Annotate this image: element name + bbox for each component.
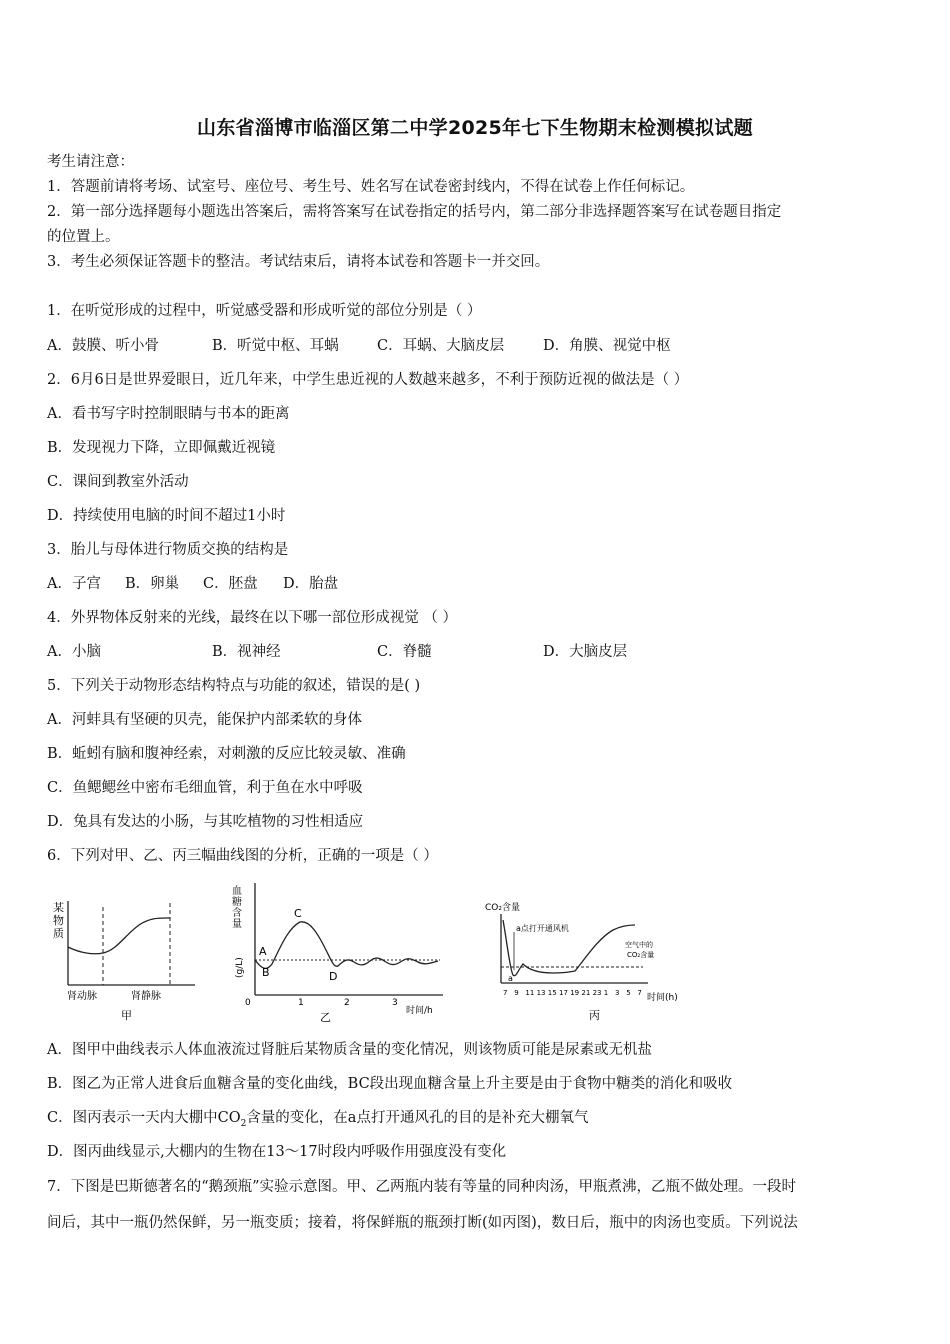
bing-tick: 5 <box>626 989 631 997</box>
q3-option-b: B．卵巢 <box>125 576 180 592</box>
notice-heading: 考生请注意： <box>47 154 134 170</box>
bing-point-a: a <box>508 974 513 983</box>
bing-tick: 7 <box>503 989 508 997</box>
q5-stem: 5．下列关于动物形态结构特点与功能的叙述，错误的是( ) <box>47 678 421 694</box>
yi-ylabel-2: 糖 <box>232 897 242 908</box>
yi-point-b: B <box>262 966 270 979</box>
q6-option-d: D．图丙曲线显示,大棚内的生物在13～17时段内呼吸作用强度没有变化 <box>47 1144 507 1160</box>
bing-x-ticks <box>503 989 642 997</box>
bing-tick: 19 <box>570 989 580 997</box>
bing-tick: 9 <box>514 989 519 997</box>
yi-tick-0: 0 <box>245 998 251 1008</box>
bing-ylabel: CO₂含量 <box>485 903 520 913</box>
q1-stem: 1．在听觉形成的过程中，听觉感受器和形成听觉的部位分别是（ ） <box>47 303 482 319</box>
q6-option-c <box>47 1108 588 1134</box>
jia-ylabel-2: 物 <box>53 914 64 927</box>
q3-option-d: D．胎盘 <box>283 576 339 592</box>
q2-option-a: A．看书写字时控制眼睛与书本的距离 <box>47 406 290 422</box>
jia-x-left: 肾动脉 <box>67 991 97 1002</box>
jia-curve <box>68 918 170 954</box>
bing-xlabel: 时间(h) <box>647 993 678 1003</box>
figure-yi <box>228 880 448 1025</box>
notice-item-2: 2．第一部分选择题每小题选出答案后，需将答案写在试卷指定的括号内，第二部分非选择题答案写在试卷题目指定 <box>47 204 782 220</box>
q1-option-c: C．耳蜗、大脑皮层 <box>377 338 505 354</box>
figure-jia <box>45 895 205 1025</box>
q6-stem: 6．下列对甲、乙、丙三幅曲线图的分析，正确的一项是（ ） <box>47 848 438 864</box>
jia-ylabel-1: 某 <box>53 901 64 914</box>
q3-option-c: C．胚盘 <box>203 576 258 592</box>
bing-tick: 23 <box>592 989 602 997</box>
q6-option-c-pre: C．图丙表示一天内大棚中CO <box>47 1110 241 1126</box>
q7-line-2: 间后，其中一瓶仍然保鲜，另一瓶变质；接着，将保鲜瓶的瓶颈打断(如丙图)，数日后，瓶中的肉汤也变质。下列说法 <box>47 1215 798 1231</box>
q6-option-c-sub: 2 <box>240 1118 247 1129</box>
q2-option-c: C．课间到教室外活动 <box>47 474 189 490</box>
q2-option-b: B．发现视力下降，立即佩戴近视镜 <box>47 440 276 456</box>
bing-note-air-2: CO₂含量 <box>627 951 655 959</box>
bing-note-a: a点打开通风机 <box>516 924 569 933</box>
q1-option-d: D．角膜、视觉中枢 <box>543 338 671 354</box>
bing-tick: 13 <box>536 989 546 997</box>
figure-bing <box>483 898 698 1025</box>
q5-option-a: A．河蚌具有坚硬的贝壳，能保护内部柔软的身体 <box>47 712 362 728</box>
q6-option-b: B．图乙为正常人进食后血糖含量的变化曲线，BC段出现血糖含量上升主要是由于食物中糖类的消化和吸收 <box>47 1076 733 1092</box>
yi-xlabel: 时间/h <box>406 1006 433 1016</box>
q3-stem: 3．胎儿与母体进行物质交换的结构是 <box>47 542 289 558</box>
yi-tick-1: 1 <box>298 998 304 1008</box>
q4-option-b: B．视神经 <box>212 644 281 660</box>
yi-point-a: A <box>259 945 267 958</box>
bing-tick: 1 <box>603 989 609 997</box>
q4-option-d: D．大脑皮层 <box>543 644 628 660</box>
bing-tick: 7 <box>637 989 642 997</box>
jia-caption: 甲 <box>121 1009 132 1022</box>
q4-option-c: C．脊髓 <box>377 644 432 660</box>
yi-curve <box>255 922 438 969</box>
exam-title: 山东省淄博市临淄区第二中学2025年七下生物期末检测模拟试题 <box>197 117 753 139</box>
q3-option-a: A．子宫 <box>47 576 101 592</box>
yi-caption: 乙 <box>320 1011 331 1024</box>
q5-option-d: D．兔具有发达的小肠，与其吃植物的习性相适应 <box>47 814 364 830</box>
q2-option-d: D．持续使用电脑的时间不超过1小时 <box>47 508 286 524</box>
q1-option-a: A．鼓膜、听小骨 <box>47 338 159 354</box>
yi-ylabel-4: 量 <box>232 919 242 930</box>
bing-tick: 15 <box>547 989 557 997</box>
q4-stem: 4．外界物体反射来的光线，最终在以下哪一部位形成视觉 （ ） <box>47 610 457 626</box>
yi-point-d: D <box>329 970 338 983</box>
yi-tick-2: 2 <box>344 998 350 1008</box>
yi-ylabel-3: 含 <box>232 908 242 919</box>
bing-tick: 21 <box>581 989 591 997</box>
bing-tick: 11 <box>525 989 535 997</box>
jia-x-right: 肾静脉 <box>131 991 161 1002</box>
yi-ylabel-unit: (g/L) <box>235 957 245 978</box>
bing-tick: 3 <box>615 989 620 997</box>
bing-tick: 17 <box>559 989 568 997</box>
bing-caption: 丙 <box>589 1009 600 1022</box>
yi-ylabel-1: 血 <box>232 886 242 897</box>
q2-stem: 2．6月6日是世界爱眼日，近几年来，中学生患近视的人数越来越多，不利于预防近视的做法是（ ） <box>47 372 689 388</box>
jia-ylabel-3: 质 <box>53 927 64 940</box>
bing-note-air-1: 空气中的 <box>625 941 653 949</box>
q5-option-c: C．鱼鳃鳃丝中密布毛细血管，利于鱼在水中呼吸 <box>47 780 363 796</box>
notice-item-1: 1．答题前请将考场、试室号、座位号、考生号、姓名写在试卷密封线内，不得在试卷上作任何标记。 <box>47 179 695 195</box>
q1-option-b: B．听觉中枢、耳蜗 <box>212 338 339 354</box>
notice-item-3: 3．考生必须保证答题卡的整洁。考试结束后，请将本试卷和答题卡一并交回。 <box>47 254 550 270</box>
q4-option-a: A．小脑 <box>47 644 101 660</box>
notice-item-2-cont: 的位置上。 <box>47 229 120 245</box>
q7-line-1: 7．下图是巴斯德著名的“鹅颈瓶”实验示意图。甲、乙两瓶内装有等量的同种肉汤，甲瓶煮沸，乙瓶不做处理。一段时 <box>47 1179 797 1195</box>
yi-tick-3: 3 <box>392 998 398 1008</box>
q5-option-b: B．蚯蚓有脑和腹神经索，对刺激的反应比较灵敏、准确 <box>47 746 406 762</box>
q6-option-a: A．图甲中曲线表示人体血液流过肾脏后某物质含量的变化情况，则该物质可能是尿素或无机盐 <box>47 1042 652 1058</box>
yi-point-c: C <box>294 907 302 920</box>
q6-option-c-post: 含量的变化，在a点打开通风孔的目的是补充大棚氧气 <box>246 1110 589 1126</box>
